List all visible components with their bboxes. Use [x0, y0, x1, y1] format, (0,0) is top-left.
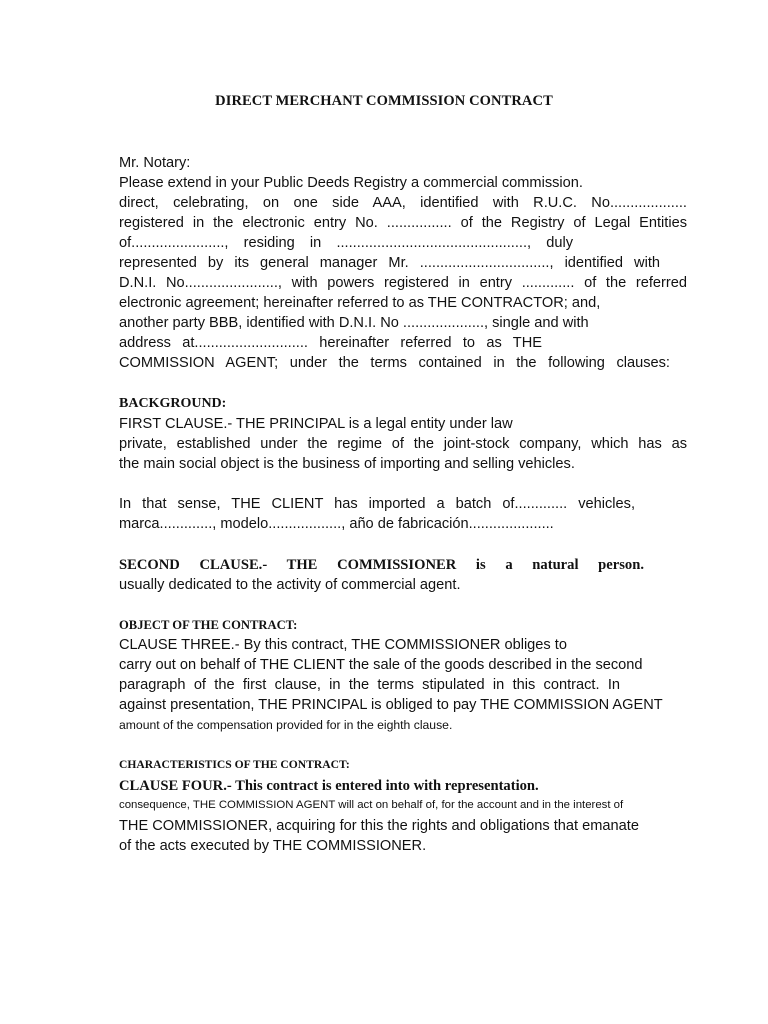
intro-line: of......................., residing in ..............................................., duly [119, 235, 573, 251]
intro-line: represented by its general manager Mr. ................................, identified with [119, 255, 660, 271]
salutation: Mr. Notary: [119, 155, 191, 171]
second-clause-line: usually dedicated to the activity of commercial agent. [119, 577, 461, 593]
document-title: DIRECT MERCHANT COMMISSION CONTRACT [215, 93, 553, 109]
intro-line: registered in the electronic entry No. ................ of the Registry of Legal Entities [119, 215, 687, 231]
first-clause-line: the main social object is the business of importing and selling vehicles. [119, 456, 575, 472]
clause-three-line: against presentation, THE PRINCIPAL is obliged to pay THE COMMISSION AGENT [119, 697, 663, 713]
intro-line: COMMISSION AGENT; under the terms contained in the following clauses: [119, 355, 670, 371]
clause-three-line: paragraph of the first clause, in the terms stipulated in this contract. In [119, 677, 620, 693]
client-line: marca............., modelo.................., año de fabricación..................... [119, 516, 554, 532]
intro-line: D.N.I. No......................., with powers registered in entry ............. of the referred [119, 275, 687, 291]
first-clause-line: FIRST CLAUSE.- THE PRINCIPAL is a legal entity under law [119, 416, 513, 432]
clause-three-line: carry out on behalf of THE CLIENT the sale of the goods described in the second [119, 657, 643, 673]
clause-four-line: CLAUSE FOUR.- This contract is entered into with representation. [119, 778, 539, 794]
first-clause-line: private, established under the regime of the joint-stock company, which has as [119, 436, 687, 452]
intro-line: electronic agreement; hereinafter referred to as THE CONTRACTOR; and, [119, 295, 601, 311]
clause-four-line: of the acts executed by THE COMMISSIONER. [119, 838, 427, 854]
clause-three-line: amount of the compensation provided for in the eighth clause. [119, 718, 453, 732]
characteristics-heading: CHARACTERISTICS OF THE CONTRACT: [119, 758, 350, 771]
clause-four-line: consequence, THE COMMISSION AGENT will act on behalf of, for the account and in the interest of [119, 799, 624, 811]
intro-line: another party BBB, identified with D.N.I. No ...................., single and with [119, 315, 589, 331]
intro-line: Please extend in your Public Deeds Registry a commercial commission. [119, 175, 583, 191]
object-heading: OBJECT OF THE CONTRACT: [119, 618, 298, 632]
second-clause-line: SECOND CLAUSE.- THE COMMISSIONER is a natural person. [119, 557, 644, 573]
client-line: In that sense, THE CLIENT has imported a batch of............. vehicles, [119, 496, 635, 512]
intro-line: address at............................ hereinafter referred to as THE [119, 335, 542, 351]
clause-three-line: CLAUSE THREE.- By this contract, THE COMMISSIONER obliges to [119, 637, 567, 653]
intro-line: direct, celebrating, on one side AAA, identified with R.U.C. No................... [119, 195, 687, 211]
clause-four-line: THE COMMISSIONER, acquiring for this the rights and obligations that emanate [119, 818, 639, 834]
background-heading: BACKGROUND: [119, 396, 227, 411]
